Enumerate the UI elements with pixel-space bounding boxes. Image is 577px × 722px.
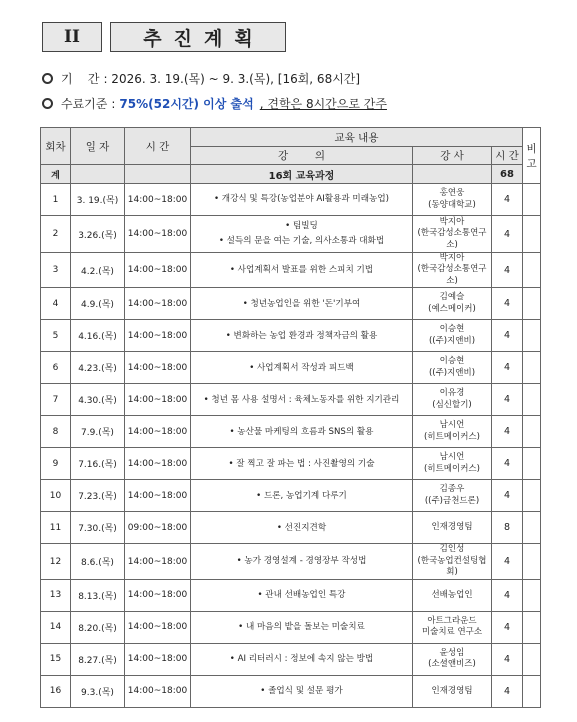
cell-remark (523, 320, 541, 352)
table-row (41, 480, 541, 512)
instructor-line: (동양대학교) (428, 199, 476, 210)
cell-hours: 4 (492, 579, 523, 611)
instructor-line: 이유경 (439, 388, 465, 399)
cell-hours: 4 (492, 216, 523, 253)
header-instructor: 강 사 (413, 147, 492, 165)
header-time: 시 간 (125, 128, 191, 165)
cell-course (191, 416, 413, 448)
cell-course (191, 352, 413, 384)
table-row (41, 384, 541, 416)
cell-date: 7.30.(목) (71, 512, 125, 544)
instructor-line: 인재경영팀 (431, 522, 473, 533)
cell-course (191, 216, 413, 253)
cell-no: 14 (41, 611, 71, 643)
instructor-line: ((주)지앤비) (428, 335, 476, 346)
header-course: 강 의 (191, 147, 413, 165)
cell-remark (523, 216, 541, 253)
instructor-line: 남시언 (439, 420, 465, 431)
cell-instructor (413, 675, 492, 707)
cell-instructor (413, 544, 492, 579)
cell-time: 14:00~18:00 (125, 579, 191, 611)
cell-time: 14:00~18:00 (125, 288, 191, 320)
cell-remark (523, 416, 541, 448)
cell-date: 4.16.(목) (71, 320, 125, 352)
course-line: • 청년 몸 사용 설명서 : 육체노동자를 위한 지기관리 (203, 394, 400, 405)
table-row (41, 216, 541, 253)
cell-no: 11 (41, 512, 71, 544)
cell-date: 9.3.(목) (71, 675, 125, 707)
cell-remark (523, 579, 541, 611)
cell-no: 5 (41, 320, 71, 352)
cell-date: 4.9.(목) (71, 288, 125, 320)
cell-remark (523, 643, 541, 675)
cell-instructor (413, 611, 492, 643)
instructor-line: (심신할기) (432, 399, 472, 410)
course-line: • 사업계획서 작성과 피드백 (249, 362, 354, 373)
instructor-line: ((주)지앤비) (428, 367, 476, 378)
cell-date: 4.23.(목) (71, 352, 125, 384)
instructor-line: 김예슬 (439, 292, 465, 303)
course-line: • 농가 경영설계 - 경영장부 작성법 (236, 556, 367, 567)
cell-date: 8.13.(목) (71, 579, 125, 611)
cell-date: 7.23.(목) (71, 480, 125, 512)
cell-remark (523, 253, 541, 288)
cell-hours: 4 (492, 643, 523, 675)
cell-date: 3.26.(목) (71, 216, 125, 253)
cell-instructor (413, 480, 492, 512)
section-title: 추진계획 (110, 22, 286, 52)
cell-course (191, 480, 413, 512)
cell-time: 14:00~18:00 (125, 320, 191, 352)
course-line: • 개강식 및 특강(농업분야 AI활용과 미래농업) (214, 194, 389, 205)
schedule-table (40, 127, 541, 708)
cell-hours: 4 (492, 611, 523, 643)
table-row (41, 416, 541, 448)
cell-no: 6 (41, 352, 71, 384)
cell-hours: 4 (492, 480, 523, 512)
header-date: 일 자 (71, 128, 125, 165)
cell-no: 10 (41, 480, 71, 512)
cell-course (191, 384, 413, 416)
header-remark: 비고 (523, 128, 541, 184)
cell-time: 14:00~18:00 (125, 384, 191, 416)
table-row (41, 579, 541, 611)
cell-hours: 4 (492, 384, 523, 416)
cell-hours: 4 (492, 675, 523, 707)
table-row (41, 611, 541, 643)
cell-no: 2 (41, 216, 71, 253)
instructor-line: 김종우 (439, 484, 465, 495)
course-line: • 사업계획서 발표를 위한 스피치 기법 (229, 264, 374, 275)
cell-remark (523, 288, 541, 320)
cell-instructor (413, 352, 492, 384)
criteria-line (42, 95, 387, 112)
cell-no: 3 (41, 253, 71, 288)
cell-date: 3. 19.(목) (71, 184, 125, 216)
table-row (41, 288, 541, 320)
cell-instructor (413, 384, 492, 416)
cell-no: 16 (41, 675, 71, 707)
cell-instructor (413, 579, 492, 611)
cell-no: 7 (41, 384, 71, 416)
cell-hours: 4 (492, 448, 523, 480)
cell-instructor (413, 416, 492, 448)
criteria-label: 수료기준 (61, 97, 108, 111)
cell-instructor (413, 288, 492, 320)
cell-time: 14:00~18:00 (125, 675, 191, 707)
cell-hours: 4 (492, 352, 523, 384)
instructor-line: 남시언 (439, 452, 465, 463)
instructor-line: 이승현 (439, 356, 465, 367)
cell-remark (523, 352, 541, 384)
cell-course (191, 611, 413, 643)
course-line: • 졸업식 및 설문 평가 (260, 686, 343, 696)
header-hours: 시 간 (492, 147, 523, 165)
course-line: • 내 마음의 밭을 돌보는 미술치료 (238, 622, 365, 632)
total-hours: 68 (492, 165, 523, 184)
cell-instructor (413, 643, 492, 675)
cell-course (191, 320, 413, 352)
instructor-line: (히트메이커스) (424, 463, 480, 474)
instructor-line: (한국농업컨설팅협회) (417, 555, 487, 578)
cell-hours: 4 (492, 184, 523, 216)
instructor-line: 아트그라운드 (427, 615, 477, 626)
cell-remark (523, 448, 541, 480)
cell-no: 8 (41, 416, 71, 448)
cell-instructor (413, 253, 492, 288)
period-line (42, 70, 360, 87)
cell-date: 4.2.(목) (71, 253, 125, 288)
cell-time: 14:00~18:00 (125, 253, 191, 288)
cell-time: 14:00~18:00 (125, 184, 191, 216)
header-content: 교육 내용 (191, 128, 523, 147)
header-no: 회차 (41, 128, 71, 165)
cell-date: 4.30.(목) (71, 384, 125, 416)
cell-instructor (413, 216, 492, 253)
cell-instructor (413, 320, 492, 352)
cell-course (191, 544, 413, 579)
cell-date: 8.6.(목) (71, 544, 125, 579)
instructor-line: 홍연웅 (439, 188, 465, 199)
cell-time: 14:00~18:00 (125, 480, 191, 512)
course-line: • 선진지견학 (276, 522, 327, 533)
cell-remark (523, 384, 541, 416)
table-row (41, 643, 541, 675)
cell-no: 13 (41, 579, 71, 611)
cell-course (191, 512, 413, 544)
cell-instructor (413, 448, 492, 480)
cell-time: 09:00~18:00 (125, 512, 191, 544)
instructor-line: 박지아 (439, 216, 465, 227)
cell-course (191, 579, 413, 611)
table-row (41, 253, 541, 288)
course-line: • AI 리터러시 : 정보에 속지 않는 방법 (229, 654, 374, 664)
period-value: : 2026. 3. 19.(목) ~ 9. 3.(목), [16회, 68시간] (103, 72, 361, 86)
cell-time: 14:00~18:00 (125, 643, 191, 675)
instructor-line: (소셜앤비즈) (428, 659, 476, 670)
cell-time: 14:00~18:00 (125, 352, 191, 384)
table-row (41, 544, 541, 579)
instructor-line: 선배농업인 (431, 589, 473, 600)
cell-remark (523, 184, 541, 216)
total-label: 계 (41, 165, 71, 184)
cell-instructor (413, 512, 492, 544)
criteria-colon: : (111, 96, 116, 111)
cell-remark (523, 544, 541, 579)
instructor-line: 윤성임 (439, 647, 465, 658)
cell-no: 15 (41, 643, 71, 675)
instructor-line: 미술치료 연구소 (421, 627, 483, 638)
cell-time: 14:00~18:00 (125, 216, 191, 253)
cell-remark (523, 512, 541, 544)
cell-no: 12 (41, 544, 71, 579)
course-line: • 변화하는 농업 환경과 정책자금의 활용 (225, 330, 378, 341)
cell-course (191, 253, 413, 288)
table-row (41, 675, 541, 707)
cell-no: 9 (41, 448, 71, 480)
course-line: • 드론, 농업기계 다루기 (256, 490, 347, 501)
cell-hours: 8 (492, 512, 523, 544)
cell-hours: 4 (492, 320, 523, 352)
cell-hours: 4 (492, 544, 523, 579)
cell-time: 14:00~18:00 (125, 611, 191, 643)
table-row (41, 512, 541, 544)
cell-hours: 4 (492, 416, 523, 448)
course-line: • 관내 선배농업인 특강 (257, 590, 346, 600)
cell-remark (523, 675, 541, 707)
section-header (42, 22, 286, 52)
total-course: 16회 교육과정 (191, 165, 413, 184)
table-row (41, 448, 541, 480)
section-number: II (42, 22, 102, 52)
cell-hours: 4 (492, 253, 523, 288)
cell-hours: 4 (492, 288, 523, 320)
instructor-line: 김인성 (439, 544, 465, 555)
cell-course (191, 288, 413, 320)
circle-bullet-icon (42, 73, 53, 84)
cell-date: 7.16.(목) (71, 448, 125, 480)
course-line: • 팀빌딩 (285, 221, 318, 232)
cell-date: 8.20.(목) (71, 611, 125, 643)
cell-no: 4 (41, 288, 71, 320)
instructor-line: (예스메이커) (428, 303, 476, 314)
period-label: 기 간 (61, 72, 100, 86)
cell-time: 14:00~18:00 (125, 416, 191, 448)
cell-course (191, 448, 413, 480)
instructor-line: 인재경영팀 (431, 685, 473, 696)
instructor-line: ((주)금천드론) (424, 495, 480, 506)
course-line: • 설득의 문을 여는 기술, 의사소통과 대화법 (218, 236, 385, 246)
instructor-line: (히트메이커스) (424, 431, 480, 442)
criteria-note: , 견학은 8시간으로 간주 (259, 97, 387, 111)
cell-no: 1 (41, 184, 71, 216)
course-line: • 청년농업인을 위한 '돈'기부여 (242, 298, 361, 309)
cell-remark (523, 611, 541, 643)
cell-date: 8.27.(목) (71, 643, 125, 675)
table-row (41, 184, 541, 216)
cell-time: 14:00~18:00 (125, 448, 191, 480)
cell-remark (523, 480, 541, 512)
cell-course (191, 675, 413, 707)
cell-date: 7.9.(목) (71, 416, 125, 448)
cell-course (191, 643, 413, 675)
course-line: • 농산물 마케팅의 흐름과 SNS의 활용 (229, 426, 374, 437)
cell-instructor (413, 184, 492, 216)
instructor-line: 이승현 (439, 324, 465, 335)
instructor-line: (한국감성소통연구소) (417, 264, 487, 286)
instructor-line: (한국감성소통연구소) (417, 228, 487, 250)
schedule-rows (41, 184, 541, 708)
circle-bullet-icon (42, 98, 53, 109)
cell-course (191, 184, 413, 216)
course-line: • 잘 찍고 잘 파는 법 : 사진촬영의 기술 (228, 458, 375, 469)
table-row (41, 352, 541, 384)
cell-time: 14:00~18:00 (125, 544, 191, 579)
criteria-value: 75%(52시간) 이상 출석 (119, 97, 254, 111)
instructor-line: 박지아 (439, 253, 465, 263)
table-row (41, 320, 541, 352)
